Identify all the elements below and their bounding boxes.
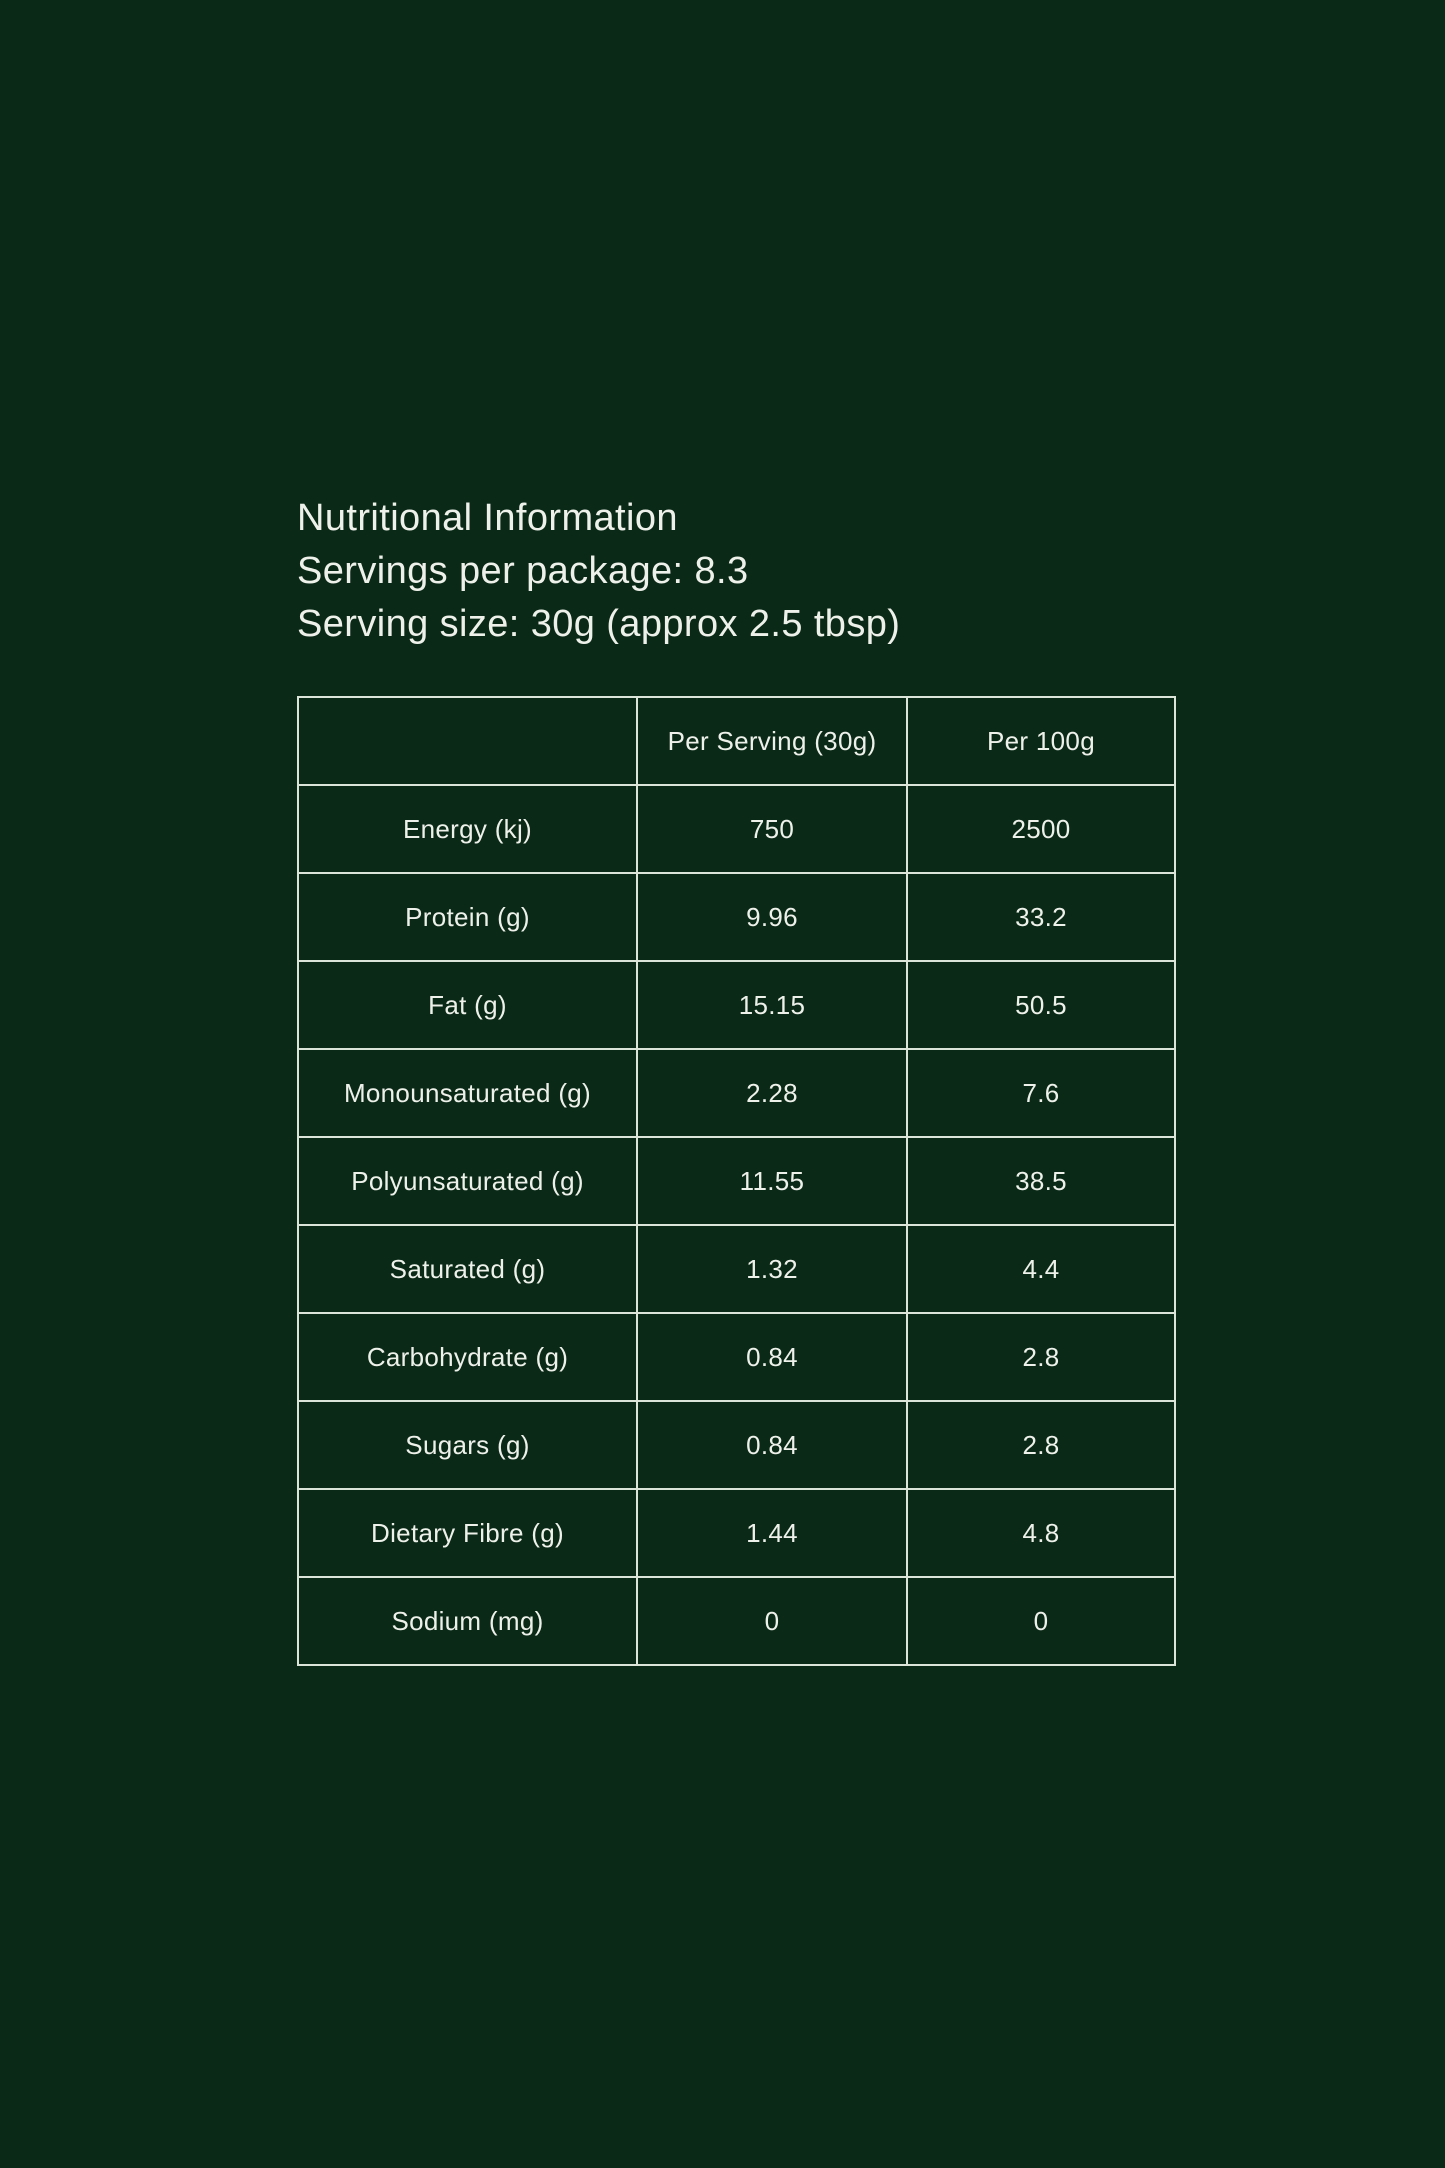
blank-header-cell <box>298 697 637 785</box>
table-row-carbohydrate <box>298 1313 1175 1401</box>
table-row-monounsaturated <box>298 1049 1175 1137</box>
row-label: Protein (g) <box>298 873 637 961</box>
table-row-protein <box>298 873 1175 961</box>
row-label: Carbohydrate (g) <box>298 1313 637 1401</box>
table-row-energy <box>298 785 1175 873</box>
value-per-100g: 4.8 <box>907 1489 1175 1577</box>
value-per-100g: 7.6 <box>907 1049 1175 1137</box>
value-per-serving: 1.44 <box>637 1489 907 1577</box>
servings-per-package: Servings per package: 8.3 <box>297 550 749 592</box>
row-label: Polyunsaturated (g) <box>298 1137 637 1225</box>
value-per-serving: 0.84 <box>637 1401 907 1489</box>
row-label: Monounsaturated (g) <box>298 1049 637 1137</box>
row-label: Fat (g) <box>298 961 637 1049</box>
table-row-saturated <box>298 1225 1175 1313</box>
row-label: Saturated (g) <box>298 1225 637 1313</box>
row-label: Sodium (mg) <box>298 1577 637 1665</box>
value-per-serving: 15.15 <box>637 961 907 1049</box>
value-per-100g: 2.8 <box>907 1401 1175 1489</box>
table-row-sugars <box>298 1401 1175 1489</box>
value-per-100g: 33.2 <box>907 873 1175 961</box>
table-row-fat <box>298 961 1175 1049</box>
title-block <box>297 492 1175 651</box>
value-per-serving: 0 <box>637 1577 907 1665</box>
serving-size: Serving size: 30g (approx 2.5 tbsp) <box>297 603 901 645</box>
table-row-dietary-fibre <box>298 1489 1175 1577</box>
value-per-serving: 2.28 <box>637 1049 907 1137</box>
value-per-serving: 750 <box>637 785 907 873</box>
value-per-100g: 38.5 <box>907 1137 1175 1225</box>
table-row-sodium <box>298 1577 1175 1665</box>
page-title: Nutritional Information <box>297 497 678 539</box>
value-per-100g: 2500 <box>907 785 1175 873</box>
nutrition-table <box>297 696 1176 1666</box>
value-per-100g: 0 <box>907 1577 1175 1665</box>
row-label: Sugars (g) <box>298 1401 637 1489</box>
value-per-100g: 2.8 <box>907 1313 1175 1401</box>
row-label: Energy (kj) <box>298 785 637 873</box>
value-per-100g: 50.5 <box>907 961 1175 1049</box>
value-per-serving: 9.96 <box>637 873 907 961</box>
per-100g-header-cell: Per 100g <box>907 697 1175 785</box>
row-label: Dietary Fibre (g) <box>298 1489 637 1577</box>
value-per-serving: 1.32 <box>637 1225 907 1313</box>
value-per-100g: 4.4 <box>907 1225 1175 1313</box>
table-row-polyunsaturated <box>298 1137 1175 1225</box>
nutrition-panel <box>297 492 1175 1666</box>
table-header-row <box>298 697 1175 785</box>
per-serving-header-cell: Per Serving (30g) <box>637 697 907 785</box>
value-per-serving: 11.55 <box>637 1137 907 1225</box>
value-per-serving: 0.84 <box>637 1313 907 1401</box>
